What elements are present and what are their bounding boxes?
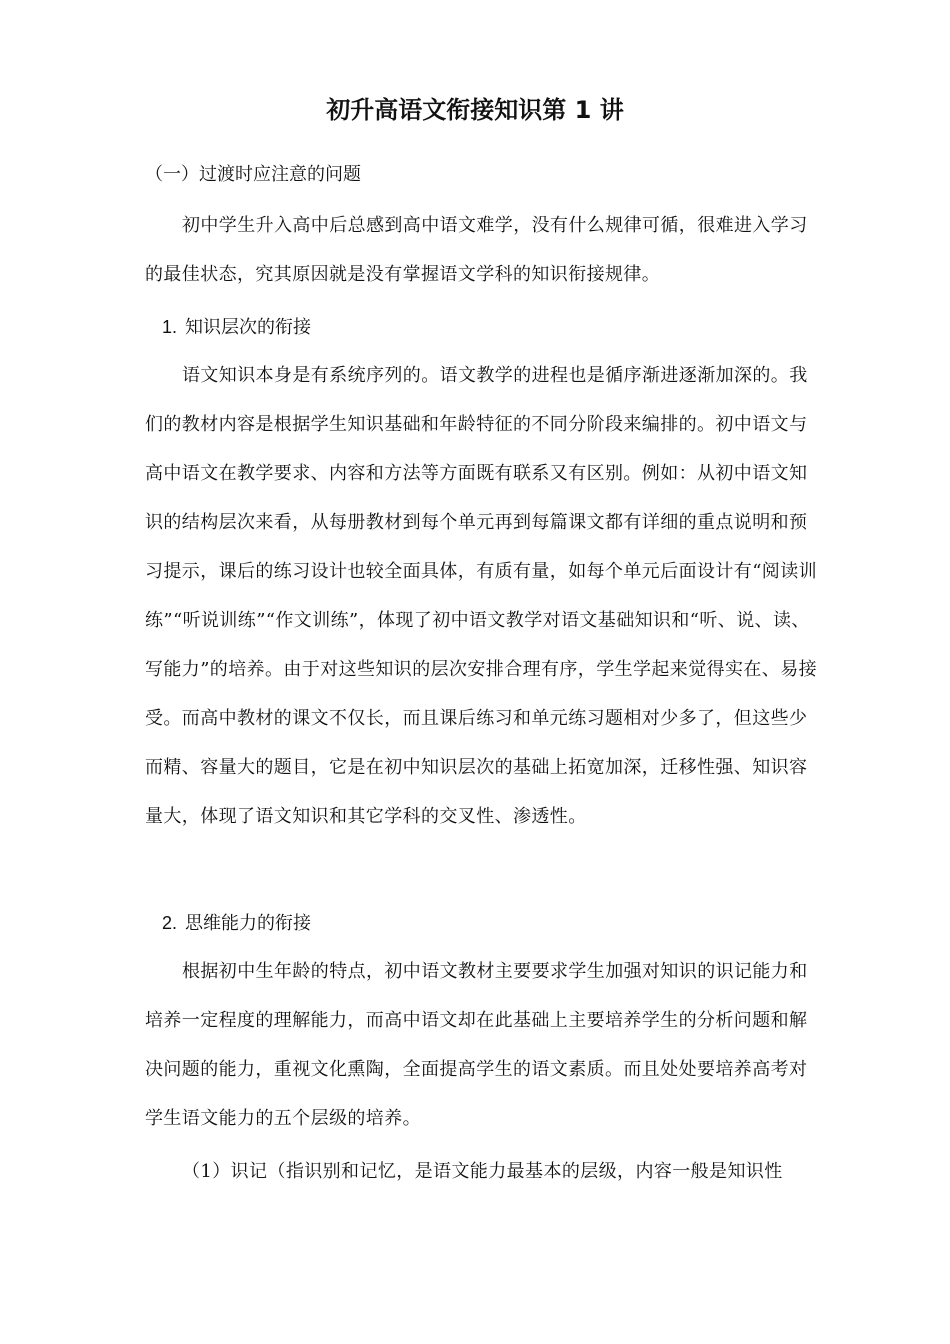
item-2-paragraph: 根据初中生年龄的特点，初中语文教材主要要求学生加强对知识的识记能力和培养一定程度的理解能力，而高中语文却在此基础上主要培养学生的分析问题和解决问题的能力，重视文化熏陶，全面提高学生的语文素质。而且处处要培养高考对学生语文能力的五个层级的培养。	[145, 961, 808, 1129]
item-1-number: 1.	[162, 317, 178, 337]
item-2-heading-text: 思维能力的衔接	[185, 913, 312, 934]
sub-item-1: （1）识记（指识别和记忆，是语文能力最基本的层级，内容一般是知识性	[182, 1161, 783, 1182]
item-2-heading	[162, 905, 812, 942]
section-heading: （一）过渡时应注意的问题	[145, 164, 361, 185]
item-1-heading	[162, 309, 812, 346]
intro-paragraph: 初中学生升入高中后总感到高中语文难学，没有什么规律可循，很难进入学习的最佳状态，究其原因就是没有掌握语文学科的知识衔接规律。	[145, 215, 808, 285]
item-1-paragraph: 语文知识本身是有系统序列的。语文教学的进程也是循序渐进逐渐加深的。我们的教材内容是根据学生知识基础和年龄特征的不同分阶段来编排的。初中语文与高中语文在教学要求、内容和方法等方面既有联系又有区别。例如：从初中语文知识的结构层次来看，从每册教材到每个单元再到每篇课文都有详细的重点说明和预习提示，课后的练习设计也较全面具体，有质有量，如每个单元后面设计有“阅读训练”“听说训练”“作文训练”，体现了初中语文教学对语文基础知识和“听、说、读、写能力”的培养。由于对这些知识的层次安排合理有序，学生学起来觉得实在、易接受。而高中教材的课文不仅长，而且课后练习和单元练习题相对少多了，但这些少而精、容量大的题目，它是在初中知识层次的基础上拓宽加深，迁移性强、知识容量大，体现了语文知识和其它学科的交叉性、渗透性。	[145, 365, 817, 827]
item-1-heading-text: 知识层次的衔接	[185, 317, 312, 338]
item-2-number: 2.	[162, 913, 178, 933]
document-title: 初升高语文衔接知识第 1 讲	[326, 96, 624, 124]
